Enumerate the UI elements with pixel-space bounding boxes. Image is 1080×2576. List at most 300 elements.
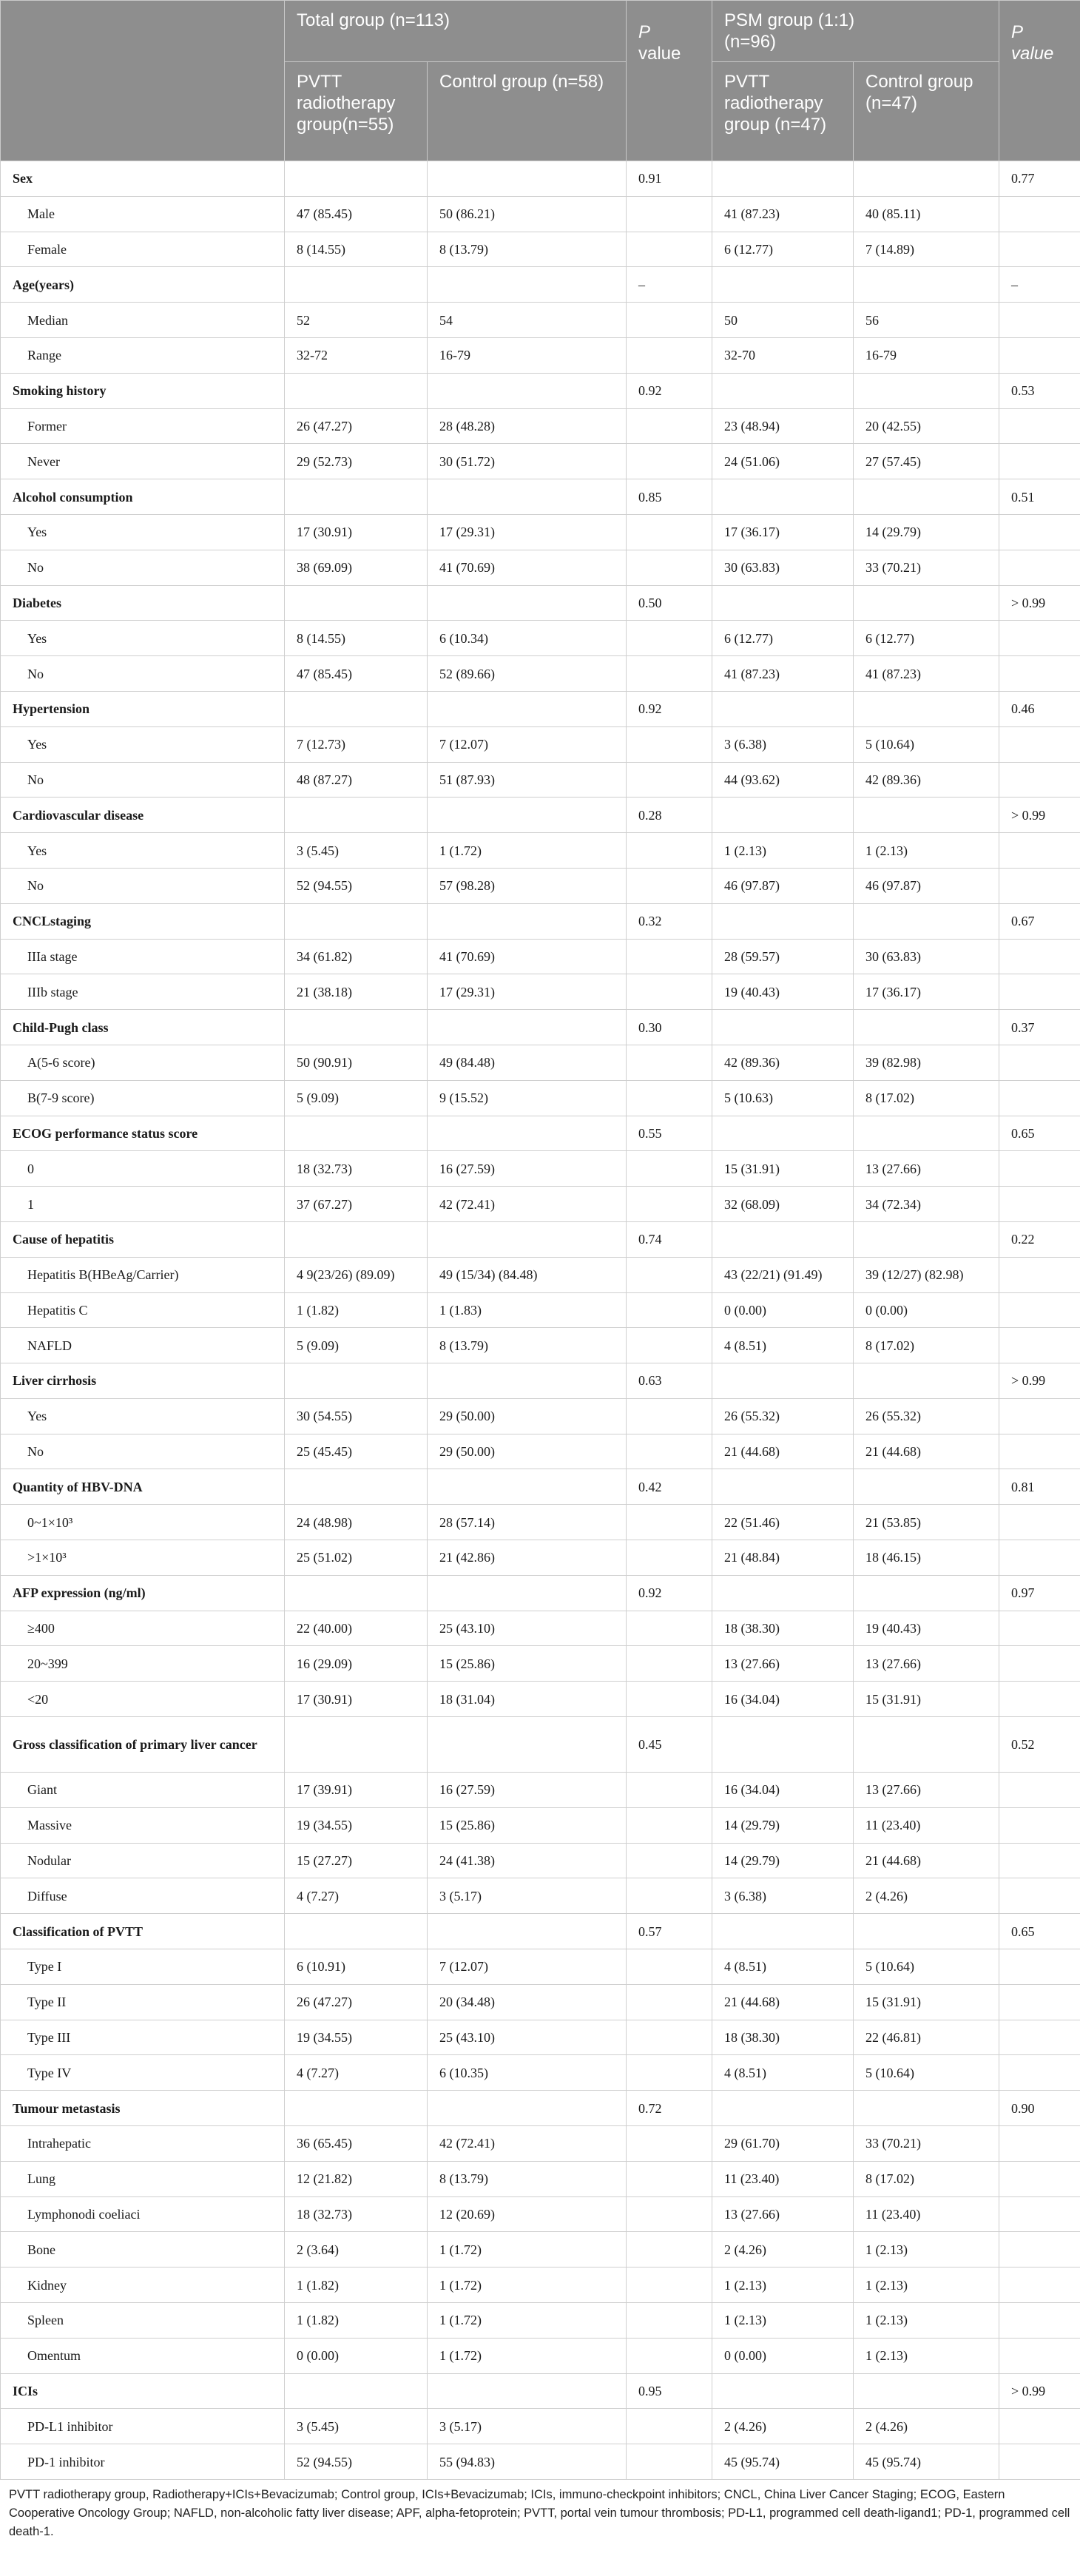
data-cell xyxy=(999,974,1080,1010)
category-row xyxy=(1,1116,1080,1151)
category-row xyxy=(1,1575,1080,1611)
row-label: Lung xyxy=(1,2161,285,2196)
data-cell: 7 (12.07) xyxy=(428,726,627,762)
data-cell xyxy=(627,2055,712,2091)
p-value-cell: 0.81 xyxy=(999,1469,1080,1505)
table-row xyxy=(1,2020,1080,2055)
data-cell xyxy=(285,1717,428,1773)
data-cell: 1 (2.13) xyxy=(854,2232,999,2268)
data-cell xyxy=(627,1328,712,1363)
header-pvtt-total: PVTT radiotherapy group(n=55) xyxy=(285,62,428,161)
data-cell: 3 (5.17) xyxy=(428,2409,627,2444)
data-cell: 19 (34.55) xyxy=(285,1807,428,1843)
table-row xyxy=(1,1257,1080,1292)
category-row xyxy=(1,1717,1080,1773)
table-row xyxy=(1,408,1080,444)
data-cell xyxy=(712,2091,854,2126)
data-cell: 32-72 xyxy=(285,337,428,373)
data-cell: 42 (89.36) xyxy=(712,1045,854,1080)
data-cell xyxy=(999,1984,1080,2020)
row-label: Hepatitis C xyxy=(1,1292,285,1328)
data-cell: 52 (94.55) xyxy=(285,2444,428,2480)
data-cell xyxy=(999,1540,1080,1576)
data-cell xyxy=(854,267,999,303)
p-value-cell: 0.55 xyxy=(627,1116,712,1151)
data-cell xyxy=(627,1151,712,1187)
row-label: Nodular xyxy=(1,1843,285,1878)
data-cell: 50 (86.21) xyxy=(428,196,627,232)
data-cell: 2 (4.26) xyxy=(854,2409,999,2444)
table-row xyxy=(1,2268,1080,2303)
data-cell: 55 (94.83) xyxy=(428,2444,627,2480)
row-label: Yes xyxy=(1,1398,285,1434)
row-label: Kidney xyxy=(1,2268,285,2303)
data-cell: 41 (70.69) xyxy=(428,939,627,974)
data-cell: 1 (1.72) xyxy=(428,2303,627,2339)
psm-group-label: PSM group (1:1) xyxy=(724,10,855,30)
table-row xyxy=(1,1187,1080,1222)
row-label: Tumour metastasis xyxy=(1,2091,285,2126)
row-label: 20~399 xyxy=(1,1646,285,1682)
data-cell: 5 (10.63) xyxy=(712,1080,854,1116)
table-row xyxy=(1,1151,1080,1187)
data-cell: 34 (72.34) xyxy=(854,1187,999,1222)
data-cell: 3 (6.38) xyxy=(712,726,854,762)
data-cell xyxy=(428,1717,627,1773)
row-label: Type IV xyxy=(1,2055,285,2091)
data-cell: 21 (44.68) xyxy=(854,1843,999,1878)
data-cell: 7 (14.89) xyxy=(854,232,999,267)
data-cell: 45 (95.74) xyxy=(712,2444,854,2480)
table-row xyxy=(1,2338,1080,2373)
data-cell: 0 (0.00) xyxy=(712,1292,854,1328)
data-cell xyxy=(627,514,712,550)
p-value-cell: 0.28 xyxy=(627,798,712,833)
data-cell xyxy=(428,1363,627,1399)
data-cell: 26 (47.27) xyxy=(285,1984,428,2020)
data-cell xyxy=(285,1914,428,1949)
data-cell xyxy=(999,868,1080,903)
data-cell: 18 (46.15) xyxy=(854,1540,999,1576)
data-cell xyxy=(627,2020,712,2055)
row-label: 0~1×10³ xyxy=(1,1505,285,1540)
data-cell: 21 (44.68) xyxy=(712,1434,854,1469)
table-row xyxy=(1,833,1080,869)
data-cell xyxy=(999,2055,1080,2091)
table-row xyxy=(1,1434,1080,1469)
data-cell xyxy=(285,1575,428,1611)
p-letter: P xyxy=(638,22,651,42)
data-cell: 3 (5.45) xyxy=(285,833,428,869)
data-cell xyxy=(999,726,1080,762)
data-cell: 6 (12.77) xyxy=(854,621,999,656)
data-cell: 18 (38.30) xyxy=(712,1611,854,1646)
data-cell: 57 (98.28) xyxy=(428,868,627,903)
data-cell xyxy=(627,1807,712,1843)
data-cell: 2 (3.64) xyxy=(285,2232,428,2268)
data-cell: 4 (7.27) xyxy=(285,1878,428,1914)
table-row xyxy=(1,1984,1080,2020)
data-cell: 2 (4.26) xyxy=(854,1878,999,1914)
row-label: No xyxy=(1,1434,285,1469)
data-cell: 21 (53.85) xyxy=(854,1505,999,1540)
data-cell: 29 (61.70) xyxy=(712,2126,854,2162)
data-cell xyxy=(627,1949,712,1985)
data-cell: 2 (4.26) xyxy=(712,2409,854,2444)
p-value-cell: 0.32 xyxy=(627,903,712,939)
data-cell xyxy=(999,2303,1080,2339)
data-cell: 1 (1.83) xyxy=(428,1292,627,1328)
data-cell: 19 (34.55) xyxy=(285,2020,428,2055)
p-value-cell: 0.92 xyxy=(627,1575,712,1611)
data-cell xyxy=(285,479,428,515)
table-row xyxy=(1,726,1080,762)
data-cell: 15 (31.91) xyxy=(854,1682,999,1717)
data-cell: 26 (55.32) xyxy=(712,1398,854,1434)
p-value-cell: > 0.99 xyxy=(999,1363,1080,1399)
data-cell xyxy=(999,1257,1080,1292)
data-cell: 18 (38.30) xyxy=(712,2020,854,2055)
category-row xyxy=(1,1010,1080,1045)
row-label: Age(years) xyxy=(1,267,285,303)
p-value-cell: 0.42 xyxy=(627,1469,712,1505)
data-cell xyxy=(999,1434,1080,1469)
data-cell xyxy=(627,2268,712,2303)
data-cell: 41 (87.23) xyxy=(712,656,854,692)
table-row xyxy=(1,2126,1080,2162)
row-label: Omentum xyxy=(1,2338,285,2373)
category-row xyxy=(1,1914,1080,1949)
data-cell: 18 (31.04) xyxy=(428,1682,627,1717)
data-cell xyxy=(854,691,999,726)
data-cell xyxy=(285,1010,428,1045)
table-row xyxy=(1,1045,1080,1080)
table-row xyxy=(1,2161,1080,2196)
data-cell: 46 (97.87) xyxy=(854,868,999,903)
table-row xyxy=(1,939,1080,974)
data-cell: 13 (27.66) xyxy=(854,1773,999,1808)
data-cell xyxy=(285,373,428,408)
table-row xyxy=(1,1080,1080,1116)
data-cell: 46 (97.87) xyxy=(712,868,854,903)
p-value-cell: 0.72 xyxy=(627,2091,712,2126)
data-cell: 41 (87.23) xyxy=(712,196,854,232)
data-cell: 26 (55.32) xyxy=(854,1398,999,1434)
data-cell: 30 (54.55) xyxy=(285,1398,428,1434)
table-row xyxy=(1,444,1080,479)
data-cell: 14 (29.79) xyxy=(712,1843,854,1878)
data-cell xyxy=(627,2444,712,2480)
table-row xyxy=(1,1540,1080,1576)
data-cell: 29 (50.00) xyxy=(428,1434,627,1469)
row-label: Diffuse xyxy=(1,1878,285,1914)
data-cell: 30 (63.83) xyxy=(854,939,999,974)
data-cell: 15 (31.91) xyxy=(712,1151,854,1187)
data-cell xyxy=(627,1187,712,1222)
data-cell xyxy=(627,1611,712,1646)
data-cell: 13 (27.66) xyxy=(712,2196,854,2232)
data-cell xyxy=(712,1010,854,1045)
data-cell xyxy=(712,903,854,939)
data-cell xyxy=(999,444,1080,479)
data-cell xyxy=(854,1116,999,1151)
category-row xyxy=(1,691,1080,726)
p-letter: P xyxy=(1011,22,1024,42)
data-cell xyxy=(285,798,428,833)
data-cell: 50 (90.91) xyxy=(285,1045,428,1080)
data-cell xyxy=(627,444,712,479)
data-cell: 25 (51.02) xyxy=(285,1540,428,1576)
data-cell xyxy=(854,373,999,408)
data-cell: 21 (38.18) xyxy=(285,974,428,1010)
p-value-cell: 0.65 xyxy=(999,1116,1080,1151)
p-value-cell: 0.37 xyxy=(999,1010,1080,1045)
row-label: Yes xyxy=(1,514,285,550)
data-cell: 9 (15.52) xyxy=(428,1080,627,1116)
data-cell xyxy=(999,1773,1080,1808)
category-row xyxy=(1,2091,1080,2126)
data-cell: 5 (10.64) xyxy=(854,2055,999,2091)
data-cell: 21 (44.68) xyxy=(712,1984,854,2020)
p-value-cell: 0.92 xyxy=(627,373,712,408)
data-cell: 12 (20.69) xyxy=(428,2196,627,2232)
data-cell: 6 (12.77) xyxy=(712,232,854,267)
data-cell: 16-79 xyxy=(854,337,999,373)
p-value-cell: 0.91 xyxy=(627,161,712,197)
data-cell xyxy=(627,762,712,798)
data-cell xyxy=(428,373,627,408)
data-cell xyxy=(999,2126,1080,2162)
data-cell: 1 (1.72) xyxy=(428,2232,627,2268)
table-row xyxy=(1,1611,1080,1646)
header-pvtt-psm: PVTT radiotherapy group (n=47) xyxy=(712,62,854,161)
row-label: Hypertension xyxy=(1,691,285,726)
data-cell xyxy=(999,621,1080,656)
data-cell: 47 (85.45) xyxy=(285,656,428,692)
data-cell xyxy=(712,691,854,726)
data-cell: 1 (2.13) xyxy=(854,2268,999,2303)
data-cell: 13 (27.66) xyxy=(854,1646,999,1682)
table-row xyxy=(1,2196,1080,2232)
data-cell: 25 (45.45) xyxy=(285,1434,428,1469)
data-cell: 1 (1.82) xyxy=(285,2303,428,2339)
row-label: 1 xyxy=(1,1187,285,1222)
table-body xyxy=(1,161,1080,2480)
psm-group-n: (n=96) xyxy=(724,32,777,52)
row-label: Cardiovascular disease xyxy=(1,798,285,833)
data-cell: 40 (85.11) xyxy=(854,196,999,232)
p-value-cell: 0.92 xyxy=(627,691,712,726)
data-cell: 49 (84.48) xyxy=(428,1045,627,1080)
table-row xyxy=(1,762,1080,798)
data-cell xyxy=(627,1434,712,1469)
data-cell xyxy=(627,833,712,869)
category-row xyxy=(1,2373,1080,2409)
row-label: PD-L1 inhibitor xyxy=(1,2409,285,2444)
header-blank-cell xyxy=(1,1,285,161)
row-label: ICIs xyxy=(1,2373,285,2409)
data-cell: 45 (95.74) xyxy=(854,2444,999,2480)
data-cell xyxy=(285,2373,428,2409)
data-cell xyxy=(627,939,712,974)
data-cell xyxy=(712,1717,854,1773)
data-cell: 5 (9.09) xyxy=(285,1328,428,1363)
data-cell xyxy=(627,2232,712,2268)
data-cell: 24 (48.98) xyxy=(285,1505,428,1540)
data-cell: 51 (87.93) xyxy=(428,762,627,798)
data-cell: 3 (5.45) xyxy=(285,2409,428,2444)
data-cell xyxy=(999,2409,1080,2444)
table-row xyxy=(1,303,1080,338)
data-cell xyxy=(627,1505,712,1540)
data-cell xyxy=(627,1080,712,1116)
row-label: Yes xyxy=(1,833,285,869)
data-cell: 42 (72.41) xyxy=(428,2126,627,2162)
data-cell xyxy=(627,1045,712,1080)
row-label: Type III xyxy=(1,2020,285,2055)
p-value-cell: 0.97 xyxy=(999,1575,1080,1611)
data-cell: 41 (87.23) xyxy=(854,656,999,692)
data-cell: 34 (61.82) xyxy=(285,939,428,974)
data-cell: 1 (2.13) xyxy=(712,2268,854,2303)
row-label: Gross classification of primary liver cancer xyxy=(1,1717,285,1773)
data-cell xyxy=(999,1151,1080,1187)
data-cell: 8 (13.79) xyxy=(428,232,627,267)
data-cell: 6 (10.34) xyxy=(428,621,627,656)
data-cell xyxy=(854,1010,999,1045)
p-value-cell: 0.50 xyxy=(627,585,712,621)
data-cell xyxy=(627,232,712,267)
data-cell: 14 (29.79) xyxy=(712,1807,854,1843)
row-label: Lymphonodi coeliaci xyxy=(1,2196,285,2232)
p-value-cell: 0.63 xyxy=(627,1363,712,1399)
header-p-value-psm xyxy=(999,1,1080,161)
data-cell xyxy=(999,1878,1080,1914)
row-label: No xyxy=(1,550,285,585)
data-cell xyxy=(999,2161,1080,2196)
data-cell xyxy=(999,550,1080,585)
data-cell xyxy=(428,1575,627,1611)
data-cell xyxy=(854,1221,999,1257)
data-cell xyxy=(285,1469,428,1505)
table-row xyxy=(1,232,1080,267)
data-cell xyxy=(712,1221,854,1257)
data-cell xyxy=(428,161,627,197)
data-cell: 1 (2.13) xyxy=(854,833,999,869)
data-cell: 21 (44.68) xyxy=(854,1434,999,1469)
data-cell: 8 (17.02) xyxy=(854,1080,999,1116)
data-cell xyxy=(428,903,627,939)
row-label: Type I xyxy=(1,1949,285,1985)
data-cell xyxy=(712,373,854,408)
data-cell xyxy=(712,1575,854,1611)
row-label: Never xyxy=(1,444,285,479)
data-cell xyxy=(285,161,428,197)
data-cell: 36 (65.45) xyxy=(285,2126,428,2162)
row-label: Spleen xyxy=(1,2303,285,2339)
data-cell xyxy=(428,1116,627,1151)
category-row xyxy=(1,1469,1080,1505)
data-cell: 6 (10.91) xyxy=(285,1949,428,1985)
data-cell xyxy=(999,1949,1080,1985)
p-value-cell: 0.95 xyxy=(627,2373,712,2409)
data-cell: 15 (25.86) xyxy=(428,1646,627,1682)
row-label: Giant xyxy=(1,1773,285,1808)
data-cell xyxy=(285,691,428,726)
data-cell xyxy=(627,2303,712,2339)
data-cell xyxy=(999,2268,1080,2303)
p-value-cell: 0.45 xyxy=(627,1717,712,1773)
data-cell: 22 (46.81) xyxy=(854,2020,999,2055)
row-label: Classification of PVTT xyxy=(1,1914,285,1949)
data-cell: 21 (48.84) xyxy=(712,1540,854,1576)
data-cell: 22 (51.46) xyxy=(712,1505,854,1540)
table-row xyxy=(1,1292,1080,1328)
data-cell: 17 (29.31) xyxy=(428,514,627,550)
data-cell: 20 (42.55) xyxy=(854,408,999,444)
data-cell xyxy=(428,267,627,303)
data-cell xyxy=(854,1914,999,1949)
data-cell: 0 (0.00) xyxy=(285,2338,428,2373)
data-cell xyxy=(999,833,1080,869)
row-label: ≥400 xyxy=(1,1611,285,1646)
data-cell: 50 xyxy=(712,303,854,338)
row-label: Child-Pugh class xyxy=(1,1010,285,1045)
data-cell xyxy=(854,1575,999,1611)
data-cell: 6 (10.35) xyxy=(428,2055,627,2091)
table-row xyxy=(1,2055,1080,2091)
row-label: No xyxy=(1,762,285,798)
data-cell xyxy=(285,1363,428,1399)
data-cell: 3 (5.17) xyxy=(428,1878,627,1914)
data-cell xyxy=(712,479,854,515)
data-cell xyxy=(712,267,854,303)
data-cell: 0 (0.00) xyxy=(712,2338,854,2373)
data-cell: 11 (23.40) xyxy=(854,1807,999,1843)
data-cell: 17 (36.17) xyxy=(712,514,854,550)
row-label: >1×10³ xyxy=(1,1540,285,1576)
table-row xyxy=(1,656,1080,692)
data-cell: 49 (15/34) (84.48) xyxy=(428,1257,627,1292)
data-cell: 39 (12/27) (82.98) xyxy=(854,1257,999,1292)
data-cell: 1 (2.13) xyxy=(712,2303,854,2339)
data-cell: 4 (8.51) xyxy=(712,1949,854,1985)
data-cell xyxy=(627,1984,712,2020)
p-value-label: value xyxy=(638,44,681,64)
data-cell xyxy=(627,726,712,762)
table-row xyxy=(1,337,1080,373)
data-cell: 11 (23.40) xyxy=(854,2196,999,2232)
p-value-cell: > 0.99 xyxy=(999,585,1080,621)
data-cell: 4 9(23/26) (89.09) xyxy=(285,1257,428,1292)
data-cell: 38 (69.09) xyxy=(285,550,428,585)
data-cell xyxy=(428,691,627,726)
category-row xyxy=(1,267,1080,303)
row-label: IIIb stage xyxy=(1,974,285,1010)
row-label: Intrahepatic xyxy=(1,2126,285,2162)
data-cell: 4 (7.27) xyxy=(285,2055,428,2091)
data-cell xyxy=(627,656,712,692)
table-row xyxy=(1,1949,1080,1985)
data-cell: 8 (13.79) xyxy=(428,1328,627,1363)
data-cell xyxy=(428,1914,627,1949)
table-row xyxy=(1,621,1080,656)
data-cell xyxy=(999,1505,1080,1540)
row-label: Liver cirrhosis xyxy=(1,1363,285,1399)
data-cell: 12 (21.82) xyxy=(285,2161,428,2196)
p-value-cell: 0.51 xyxy=(999,479,1080,515)
data-cell: 1 (1.72) xyxy=(428,2338,627,2373)
